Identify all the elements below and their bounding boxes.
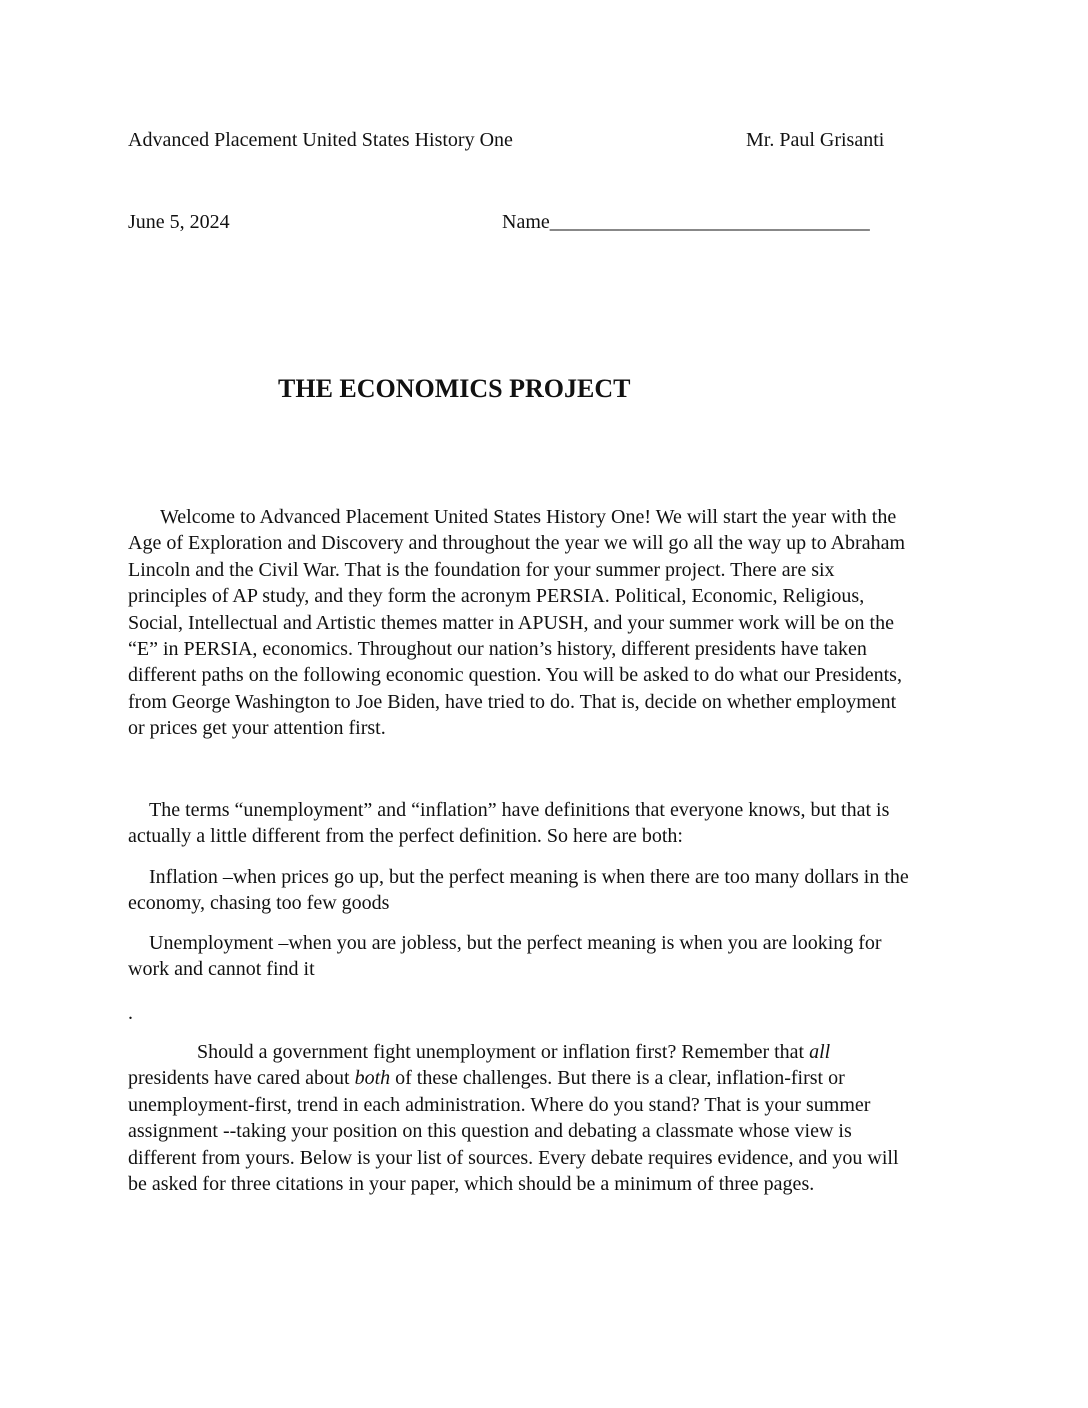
emphasis-all: all xyxy=(809,1041,831,1063)
paragraph-line: Age of Exploration and Discovery and throughout the year we will go all the way up to Abraham xyxy=(128,532,906,555)
paragraph-line: Welcome to Advanced Placement United States History One! We will start the year with the xyxy=(160,506,897,528)
name-blank: ________________________________ xyxy=(549,211,870,233)
teacher-name: Mr. Paul Grisanti xyxy=(746,129,885,151)
paragraph-line: Lincoln and the Civil War. That is the foundation for your summer project. There are six xyxy=(128,558,835,581)
stray-period: . xyxy=(128,1002,133,1024)
line-text: Should a government fight unemployment or inflation first? Remember that xyxy=(197,1041,810,1063)
inflation-definition xyxy=(128,864,968,917)
unemployment-definition xyxy=(128,930,968,983)
document-date: June 5, 2024 xyxy=(128,211,230,233)
paragraph-line: Social, Intellectual and Artistic themes matter in APUSH, and your summer work will be on the xyxy=(128,611,894,634)
course-title: Advanced Placement United States History One xyxy=(128,129,513,151)
paragraph-line: “E” in PERSIA, economics. Throughout our nation’s history, different presidents have taken xyxy=(128,638,867,661)
paragraph-line: different from yours. Below is your list of sources. Every debate requires evidence, and you will xyxy=(128,1146,899,1169)
paragraph-line: or prices get your attention first. xyxy=(128,717,386,740)
paragraph-line: principles of AP study, and they form the acronym PERSIA. Political, Economic, Religious, xyxy=(128,585,865,608)
paragraph-line xyxy=(128,1039,968,1065)
welcome-paragraph xyxy=(128,504,968,742)
paragraph-line xyxy=(128,1065,968,1091)
terms-paragraph xyxy=(128,797,968,850)
line-text: of these challenges. But there is a clear, inflation-first or xyxy=(390,1067,845,1090)
paragraph-line: unemployment-first, trend in each administration. Where do you stand? That is your summer xyxy=(128,1093,871,1116)
paragraph-line: assignment --taking your position on this question and debating a classmate whose view is xyxy=(128,1120,852,1143)
project-title: THE ECONOMICS PROJECT xyxy=(278,374,631,403)
paragraph-line: work and cannot find it xyxy=(128,958,315,981)
paragraph-line: be asked for three citations in your paper, which should be a minimum of three pages. xyxy=(128,1173,815,1196)
paragraph-line: actually a little different from the perfect definition. So here are both: xyxy=(128,825,683,848)
paragraph-line: economy, chasing too few goods xyxy=(128,892,390,915)
line-text: presidents have cared about xyxy=(128,1067,355,1090)
student-name-field xyxy=(502,209,870,235)
paragraph-line: The terms “unemployment” and “inflation” have definitions that everyone knows, but that is xyxy=(149,799,890,821)
name-label: Name xyxy=(502,211,550,233)
paragraph-line: from George Washington to Joe Biden, have tried to do. That is, decide on whether employment xyxy=(128,690,897,713)
paragraph-line: Inflation –when prices go up, but the perfect meaning is when there are too many dollars in the xyxy=(149,866,909,888)
assignment-paragraph xyxy=(128,1039,968,1197)
paragraph-line: Unemployment –when you are jobless, but the perfect meaning is when you are looking for xyxy=(149,932,882,954)
emphasis-both: both xyxy=(354,1067,391,1090)
paragraph-line: different paths on the following economic question. You will be asked to do what our Presidents, xyxy=(128,664,902,687)
